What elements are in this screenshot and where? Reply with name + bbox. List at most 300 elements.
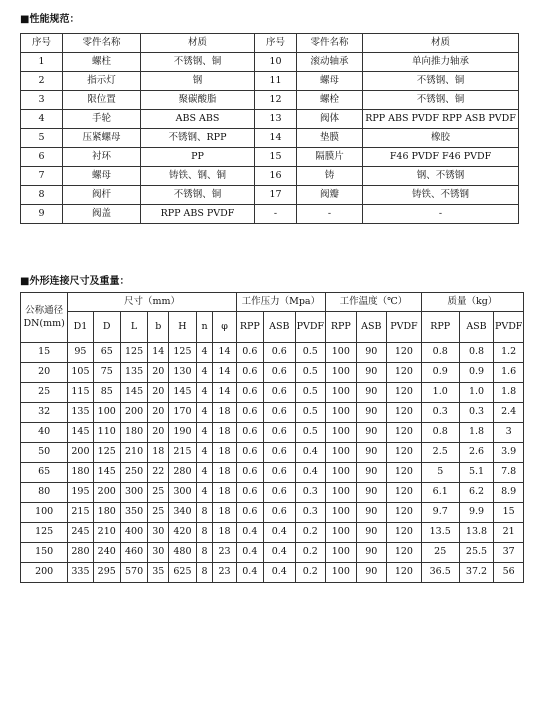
table-cell: 13.8 — [459, 523, 494, 543]
table-cell: 7.8 — [494, 463, 524, 483]
table-cell: 4 — [196, 363, 213, 383]
table-cell: 0.6 — [236, 383, 263, 403]
table-cell: 垫膜 — [297, 129, 363, 148]
table-cell: 1.0 — [421, 383, 459, 403]
table-cell: 钢、不锈钢 — [363, 167, 519, 186]
table-cell: 90 — [356, 483, 387, 503]
table-cell: 90 — [356, 383, 387, 403]
dimensions-table — [20, 292, 524, 583]
dimensions-sub-header: ASB — [263, 312, 295, 343]
table-cell: 限位置 — [63, 91, 141, 110]
table-cell: 0.4 — [236, 563, 263, 583]
table-cell: 75 — [93, 363, 120, 383]
table-cell: 3.9 — [494, 443, 524, 463]
table-cell: 橡胶 — [363, 129, 519, 148]
table-cell: 15 — [21, 343, 68, 363]
table-cell: 480 — [169, 543, 196, 563]
table-cell: 400 — [120, 523, 147, 543]
dimensions-sub-header: H — [169, 312, 196, 343]
table-cell: 100 — [326, 503, 357, 523]
dimensions-sub-header: L — [120, 312, 147, 343]
dimensions-sub-header: φ — [213, 312, 236, 343]
table-cell: 90 — [356, 423, 387, 443]
table-cell: 20 — [148, 423, 169, 443]
table-row — [21, 363, 524, 383]
table-cell: 0.6 — [263, 423, 295, 443]
table-cell: 螺母 — [297, 72, 363, 91]
table-cell: 120 — [387, 343, 422, 363]
table-cell: 0.6 — [236, 403, 263, 423]
table-cell: 0.4 — [263, 523, 295, 543]
table-cell: 4 — [196, 403, 213, 423]
table-cell: 100 — [326, 363, 357, 383]
table-cell: 90 — [356, 443, 387, 463]
table-cell: 200 — [68, 443, 93, 463]
table-cell: 50 — [21, 443, 68, 463]
table-cell: 18 — [213, 463, 236, 483]
table-cell: 0.2 — [295, 543, 326, 563]
table-cell: 25 — [21, 383, 68, 403]
table-cell: 0.6 — [236, 423, 263, 443]
table-row — [21, 523, 524, 543]
table-cell: 阀体 — [297, 110, 363, 129]
table-row — [21, 503, 524, 523]
table-cell: 100 — [326, 563, 357, 583]
table-cell: 0.6 — [236, 343, 263, 363]
table-cell: 铸 — [297, 167, 363, 186]
table-cell: 180 — [93, 503, 120, 523]
table-row — [21, 543, 524, 563]
table-cell: 100 — [326, 383, 357, 403]
table-cell: 0.6 — [236, 463, 263, 483]
table-cell: 13 — [255, 110, 297, 129]
table-cell: 125 — [93, 443, 120, 463]
table-cell: 5 — [421, 463, 459, 483]
table-cell: 0.5 — [295, 343, 326, 363]
table-cell: 120 — [387, 483, 422, 503]
table-cell: 4 — [196, 343, 213, 363]
table-cell: 6.1 — [421, 483, 459, 503]
table-cell: 1.8 — [494, 383, 524, 403]
dimensions-sub-header: RPP — [421, 312, 459, 343]
table-cell: 18 — [148, 443, 169, 463]
table-cell: ABS ABS — [141, 110, 255, 129]
table-cell: 16 — [255, 167, 297, 186]
table-cell: 14 — [213, 383, 236, 403]
dimensions-sub-header: RPP — [326, 312, 357, 343]
table-row — [21, 110, 519, 129]
table-cell: 215 — [68, 503, 93, 523]
table-cell: 0.5 — [295, 363, 326, 383]
table-cell: 215 — [169, 443, 196, 463]
table-cell: 1.0 — [459, 383, 494, 403]
table-cell: 9.9 — [459, 503, 494, 523]
table-cell: 18 — [213, 483, 236, 503]
table-cell: 340 — [169, 503, 196, 523]
header-weight: 质量（kg） — [421, 293, 523, 312]
table-cell: 85 — [93, 383, 120, 403]
table-cell: 5 — [21, 129, 63, 148]
table-cell: 90 — [356, 523, 387, 543]
table-row — [21, 423, 524, 443]
table-cell: 40 — [21, 423, 68, 443]
dimensions-sub-header: n — [196, 312, 213, 343]
table-cell: 阀杆 — [63, 186, 141, 205]
table-cell: 18 — [213, 523, 236, 543]
table-row — [21, 403, 524, 423]
table-cell: 280 — [68, 543, 93, 563]
table-row — [21, 343, 524, 363]
table-row — [21, 186, 519, 205]
table-cell: 170 — [169, 403, 196, 423]
table-cell: 滚动轴承 — [297, 53, 363, 72]
table-cell: 80 — [21, 483, 68, 503]
header-temperature: 工作温度（℃） — [326, 293, 422, 312]
table-row — [21, 53, 519, 72]
table-cell: 125 — [21, 523, 68, 543]
table-cell: 25 — [148, 503, 169, 523]
table-row — [21, 167, 519, 186]
table-cell: 120 — [387, 363, 422, 383]
table-cell: 单向推力轴承 — [363, 53, 519, 72]
table-cell: 120 — [387, 503, 422, 523]
table-cell: 4 — [196, 383, 213, 403]
table-cell: 250 — [120, 463, 147, 483]
table-cell: 4 — [196, 483, 213, 503]
table-cell: 120 — [387, 543, 422, 563]
table-cell: 25.5 — [459, 543, 494, 563]
table-cell: 335 — [68, 563, 93, 583]
table-cell: 18 — [213, 443, 236, 463]
table-cell: 13.5 — [421, 523, 459, 543]
table-cell: 不锈钢、铜 — [141, 186, 255, 205]
table-cell: 90 — [356, 503, 387, 523]
table-cell: 90 — [356, 543, 387, 563]
table-cell: 245 — [68, 523, 93, 543]
table-cell: 300 — [120, 483, 147, 503]
table-cell: 8 — [196, 563, 213, 583]
table-cell: 100 — [326, 543, 357, 563]
table-cell: 90 — [356, 403, 387, 423]
table-cell: 135 — [120, 363, 147, 383]
table-cell: 120 — [387, 383, 422, 403]
table-cell: 65 — [21, 463, 68, 483]
table-cell: 200 — [93, 483, 120, 503]
table-row — [21, 563, 524, 583]
table-cell: 0.4 — [263, 543, 295, 563]
table-cell: 37 — [494, 543, 524, 563]
table-cell: 螺栓 — [297, 91, 363, 110]
table-cell: 150 — [21, 543, 68, 563]
table-cell: 0.6 — [236, 363, 263, 383]
table-cell: 570 — [120, 563, 147, 583]
table-cell: 25 — [148, 483, 169, 503]
table-cell: 0.6 — [236, 443, 263, 463]
table-cell: 90 — [356, 343, 387, 363]
table-cell: 17 — [255, 186, 297, 205]
table-cell: 115 — [68, 383, 93, 403]
table-cell: 35 — [148, 563, 169, 583]
table-cell: 7 — [21, 167, 63, 186]
table-cell: 不锈钢、铜 — [363, 91, 519, 110]
table-cell: 不锈钢、RPP — [141, 129, 255, 148]
table-cell: 18 — [213, 503, 236, 523]
table-cell: 0.3 — [295, 483, 326, 503]
table-cell: 125 — [169, 343, 196, 363]
dimensions-sub-header-row — [21, 312, 524, 343]
table-cell: 420 — [169, 523, 196, 543]
table-cell: 20 — [21, 363, 68, 383]
table-cell: 0.5 — [295, 383, 326, 403]
table-cell: 8 — [21, 186, 63, 205]
table-cell: 0.4 — [295, 463, 326, 483]
table-cell: 135 — [68, 403, 93, 423]
table-cell: 2.6 — [459, 443, 494, 463]
table-cell: 90 — [356, 463, 387, 483]
table-cell: 0.5 — [295, 403, 326, 423]
table-cell: 120 — [387, 443, 422, 463]
table-cell: 0.9 — [459, 363, 494, 383]
table-cell: 1.2 — [494, 343, 524, 363]
table-cell: - — [297, 205, 363, 224]
table-cell: 200 — [21, 563, 68, 583]
table-cell: 100 — [21, 503, 68, 523]
table-cell: 295 — [93, 563, 120, 583]
table-cell: 110 — [93, 423, 120, 443]
table-cell: 8 — [196, 543, 213, 563]
table-cell: 0.4 — [295, 443, 326, 463]
table-cell: 120 — [387, 563, 422, 583]
table-cell: 0.6 — [263, 383, 295, 403]
table-cell: 0.6 — [263, 463, 295, 483]
table-cell: 0.8 — [459, 343, 494, 363]
dimensions-sub-header: b — [148, 312, 169, 343]
table-cell: 6.2 — [459, 483, 494, 503]
table-cell: 12 — [255, 91, 297, 110]
table-cell: 14 — [213, 343, 236, 363]
dimensions-heading: ■外形连接尺寸及重量： — [20, 276, 130, 287]
table-cell: 螺母 — [63, 167, 141, 186]
table-cell: 120 — [387, 523, 422, 543]
table-cell: 压紧螺母 — [63, 129, 141, 148]
table-cell: 0.6 — [236, 483, 263, 503]
table-cell: 100 — [326, 443, 357, 463]
table-cell: 铸铁、不锈钢 — [363, 186, 519, 205]
table-cell: RPP ABS PVDF RPP ASB PVDF — [363, 110, 519, 129]
dimensions-sub-header: D1 — [68, 312, 93, 343]
table-cell: 4 — [196, 443, 213, 463]
table-row — [21, 91, 519, 110]
table-cell: 4 — [196, 423, 213, 443]
table-cell: 隔膜片 — [297, 148, 363, 167]
table-row — [21, 205, 519, 224]
table-cell: 阀瓣 — [297, 186, 363, 205]
dimensions-sub-header: ASB — [459, 312, 494, 343]
table-cell: 100 — [326, 403, 357, 423]
table-cell: 0.6 — [263, 403, 295, 423]
table-cell: 9.7 — [421, 503, 459, 523]
table-cell: 195 — [68, 483, 93, 503]
table-cell: 100 — [326, 523, 357, 543]
table-cell: 0.3 — [459, 403, 494, 423]
table-cell: 32 — [21, 403, 68, 423]
table-cell: 18 — [213, 423, 236, 443]
table-cell: 300 — [169, 483, 196, 503]
table-cell: 90 — [356, 363, 387, 383]
table-cell: 36.5 — [421, 563, 459, 583]
table-cell: 2 — [21, 72, 63, 91]
table-cell: 625 — [169, 563, 196, 583]
table-cell: 0.3 — [421, 403, 459, 423]
table-cell: 2.5 — [421, 443, 459, 463]
table-cell: 145 — [93, 463, 120, 483]
table-cell: 0.2 — [295, 523, 326, 543]
table-cell: 1 — [21, 53, 63, 72]
table-cell: 210 — [120, 443, 147, 463]
performance-col-header: 材质 — [363, 34, 519, 53]
table-cell: 95 — [68, 343, 93, 363]
table-cell: 0.5 — [295, 423, 326, 443]
table-cell: 2.4 — [494, 403, 524, 423]
table-cell: 0.6 — [236, 503, 263, 523]
table-cell: - — [363, 205, 519, 224]
table-cell: 200 — [120, 403, 147, 423]
table-cell: 0.9 — [421, 363, 459, 383]
table-cell: 460 — [120, 543, 147, 563]
table-cell: 6 — [21, 148, 63, 167]
table-cell: 90 — [356, 563, 387, 583]
table-cell: 125 — [120, 343, 147, 363]
performance-table — [20, 33, 519, 224]
performance-col-header: 序号 — [21, 34, 63, 53]
table-cell: 指示灯 — [63, 72, 141, 91]
table-cell: 23 — [213, 563, 236, 583]
table-cell: 21 — [494, 523, 524, 543]
table-cell: 0.4 — [236, 523, 263, 543]
table-row — [21, 129, 519, 148]
table-cell: PP — [141, 148, 255, 167]
table-cell: 1.8 — [459, 423, 494, 443]
table-cell: 145 — [68, 423, 93, 443]
table-cell: 210 — [93, 523, 120, 543]
table-cell: 15 — [255, 148, 297, 167]
table-cell: 100 — [326, 483, 357, 503]
table-cell: 100 — [93, 403, 120, 423]
table-cell: 0.6 — [263, 363, 295, 383]
performance-heading: ■性能规范： — [20, 14, 80, 25]
header-size: 尺寸（mm） — [68, 293, 236, 312]
table-cell: 190 — [169, 423, 196, 443]
table-row — [21, 463, 524, 483]
table-row — [21, 148, 519, 167]
table-cell: 20 — [148, 363, 169, 383]
table-cell: 5.1 — [459, 463, 494, 483]
table-cell: 8 — [196, 503, 213, 523]
table-cell: 不锈钢、铜 — [363, 72, 519, 91]
table-cell: 聚碳酸脂 — [141, 91, 255, 110]
table-cell: 0.8 — [421, 423, 459, 443]
table-cell: 不锈钢、铜 — [141, 53, 255, 72]
table-cell: 9 — [21, 205, 63, 224]
table-cell: 105 — [68, 363, 93, 383]
table-cell: 手轮 — [63, 110, 141, 129]
dimensions-group-header-row — [21, 293, 524, 312]
table-cell: - — [255, 205, 297, 224]
table-cell: 56 — [494, 563, 524, 583]
table-cell: 0.4 — [263, 563, 295, 583]
dimensions-sub-header: PVDF — [295, 312, 326, 343]
table-cell: 11 — [255, 72, 297, 91]
dimensions-sub-header: PVDF — [494, 312, 524, 343]
dimensions-sub-header: D — [93, 312, 120, 343]
table-cell: 钢 — [141, 72, 255, 91]
header-pressure: 工作压力（Mpa） — [236, 293, 325, 312]
table-cell: 0.6 — [263, 503, 295, 523]
table-cell: 30 — [148, 543, 169, 563]
table-cell: 0.6 — [263, 343, 295, 363]
table-cell: 铸铁、钢、铜 — [141, 167, 255, 186]
table-cell: 180 — [68, 463, 93, 483]
table-cell: 0.4 — [236, 543, 263, 563]
table-cell: 0.2 — [295, 563, 326, 583]
table-cell: 0.8 — [421, 343, 459, 363]
table-cell: 180 — [120, 423, 147, 443]
performance-col-header: 材质 — [141, 34, 255, 53]
table-cell: 8 — [196, 523, 213, 543]
table-cell: 145 — [120, 383, 147, 403]
table-cell: 100 — [326, 343, 357, 363]
performance-col-header: 序号 — [255, 34, 297, 53]
table-cell: 37.2 — [459, 563, 494, 583]
dimensions-sub-header: RPP — [236, 312, 263, 343]
table-cell: RPP ABS PVDF — [141, 205, 255, 224]
table-row — [21, 72, 519, 91]
table-cell: 20 — [148, 383, 169, 403]
table-cell: 3 — [21, 91, 63, 110]
table-cell: 23 — [213, 543, 236, 563]
table-cell: 100 — [326, 463, 357, 483]
table-cell: 280 — [169, 463, 196, 483]
table-cell: 130 — [169, 363, 196, 383]
table-cell: 120 — [387, 403, 422, 423]
table-cell: 0.6 — [263, 483, 295, 503]
table-cell: 100 — [326, 423, 357, 443]
table-cell: 350 — [120, 503, 147, 523]
table-cell: 145 — [169, 383, 196, 403]
table-row — [21, 383, 524, 403]
table-cell: 14 — [255, 129, 297, 148]
table-cell: 0.3 — [295, 503, 326, 523]
table-cell: 15 — [494, 503, 524, 523]
table-cell: 3 — [494, 423, 524, 443]
table-cell: 65 — [93, 343, 120, 363]
table-cell: 0.6 — [263, 443, 295, 463]
table-cell: 8.9 — [494, 483, 524, 503]
table-cell: 14 — [148, 343, 169, 363]
performance-header-row — [21, 34, 519, 53]
table-cell: 22 — [148, 463, 169, 483]
table-cell: 4 — [196, 463, 213, 483]
table-cell: 30 — [148, 523, 169, 543]
table-cell: 螺柱 — [63, 53, 141, 72]
table-cell: 240 — [93, 543, 120, 563]
table-cell: 120 — [387, 463, 422, 483]
dimensions-sub-header: PVDF — [387, 312, 422, 343]
performance-col-header: 零件名称 — [297, 34, 363, 53]
table-cell: 阀盖 — [63, 205, 141, 224]
table-cell: 4 — [21, 110, 63, 129]
table-cell: 14 — [213, 363, 236, 383]
